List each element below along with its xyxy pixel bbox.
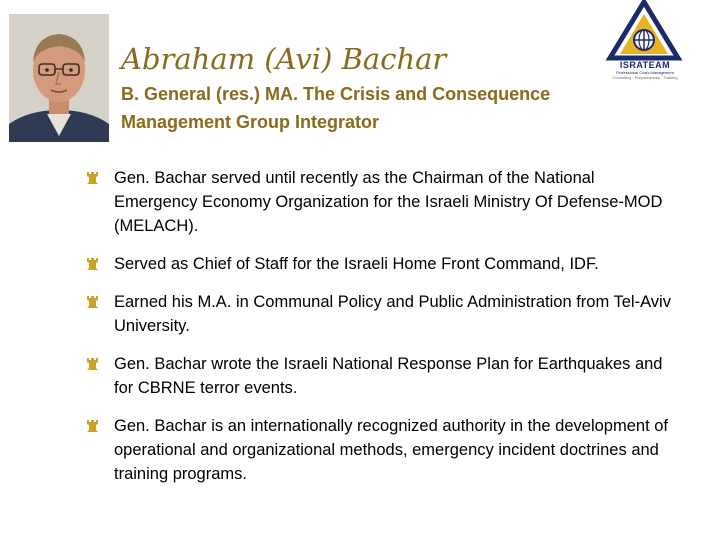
list-item xyxy=(86,252,676,276)
castle-bullet-icon xyxy=(86,357,99,371)
bullet-text: Gen. Bachar wrote the Israeli National Response Plan for Earthquakes and for CBRNE terror events. xyxy=(114,355,663,397)
bullet-text: Gen. Bachar served until recently as the Chairman of the National Emergency Economy Organization for the Israeli Ministry Of Defense-MOD (MELACH). xyxy=(114,169,663,235)
list-item xyxy=(86,290,676,338)
castle-bullet-icon xyxy=(86,257,99,271)
portrait-image xyxy=(9,14,109,142)
castle-bullet-icon xyxy=(86,295,99,309)
portrait-photo xyxy=(9,14,109,142)
list-item xyxy=(86,352,676,400)
logo-brand-text: ISRATEAM xyxy=(619,60,671,70)
logo-tagline-secondary: Consulting · Preparedness · Training xyxy=(612,75,678,80)
castle-bullet-icon xyxy=(86,171,99,185)
bullet-text: Gen. Bachar is an internationally recognized authority in the development of operational and organizational methods, emergency incident doctrines and training programs. xyxy=(114,417,668,483)
person-name: Abraham (Avi) Bachar xyxy=(121,42,447,76)
person-title: B. General (res.) MA. The Crisis and Consequence Management Group Integrator xyxy=(121,84,551,132)
logo-tagline: Professional Crisis Management xyxy=(616,70,674,75)
bullet-text: Earned his M.A. in Communal Policy and Public Administration from Tel-Aviv University. xyxy=(114,293,671,335)
castle-bullet-icon xyxy=(86,419,99,433)
list-item xyxy=(86,166,676,238)
list-item xyxy=(86,414,676,486)
bio-bullet-list xyxy=(86,166,676,500)
bullet-text: Served as Chief of Staff for the Israeli Home Front Command, IDF. xyxy=(114,255,599,273)
